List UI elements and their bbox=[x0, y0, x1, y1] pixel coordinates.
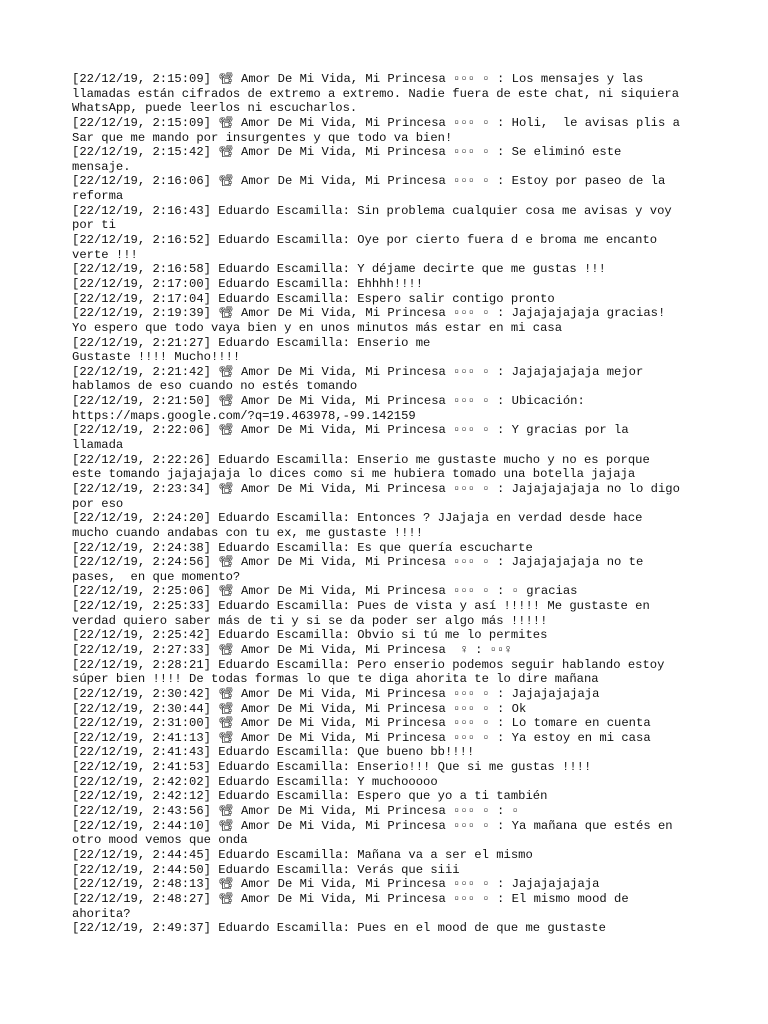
chat-line: [22/12/19, 2:49:37] Eduardo Escamilla: Pues en el mood de que me gustaste bbox=[72, 921, 606, 936]
chat-line: este tomando jajajajaja lo dices como si me hubiera tomado una botella jajaja bbox=[72, 467, 636, 482]
chat-line: pases, en que momento? bbox=[72, 569, 241, 584]
chat-line: [22/12/19, 2:16:43] Eduardo Escamilla: Sin problema cualquier cosa me avisas y voy bbox=[72, 203, 672, 218]
chat-line: [22/12/19, 2:25:33] Eduardo Escamilla: Pues de vista y así !!!!! Me gustaste en bbox=[72, 599, 650, 614]
chat-line: [22/12/19, 2:41:13] 📽 Amor De Mi Vida, Mi Princesa ▫▫▫ ▫ : Ya estoy en mi casa bbox=[72, 730, 651, 745]
chat-line: [22/12/19, 2:44:10] 📽 Amor De Mi Vida, Mi Princesa ▫▫▫ ▫ : Ya mañana que estés en bbox=[72, 818, 673, 833]
chat-line: https://maps.google.com/?q=19.463978,-99.142159 bbox=[72, 408, 416, 423]
chat-line: [22/12/19, 2:23:34] 📽 Amor De Mi Vida, Mi Princesa ▫▫▫ ▫ : Jajajajajaja no lo digo bbox=[72, 481, 680, 496]
chat-line: verdad quiero saber más de ti y si se da poder ser algo más !!!!! bbox=[72, 613, 548, 628]
chat-line: [22/12/19, 2:16:58] Eduardo Escamilla: Y déjame decirte que me gustas !!! bbox=[72, 262, 606, 277]
chat-line: [22/12/19, 2:21:50] 📽 Amor De Mi Vida, Mi Princesa ▫▫▫ ▫ : Ubicación: bbox=[72, 394, 585, 409]
chat-line: [22/12/19, 2:41:43] Eduardo Escamilla: Que bueno bb!!!! bbox=[72, 745, 475, 760]
chat-line: [22/12/19, 2:43:56] 📽 Amor De Mi Vida, Mi Princesa ▫▫▫ ▫ : ▫ bbox=[72, 804, 519, 819]
chat-line: [22/12/19, 2:21:27] Eduardo Escamilla: Enserio me bbox=[72, 335, 431, 350]
chat-line: [22/12/19, 2:15:09] 📽 Amor De Mi Vida, Mi Princesa ▫▫▫ ▫ : Los mensajes y las bbox=[72, 72, 644, 86]
chat-line: [22/12/19, 2:15:42] 📽 Amor De Mi Vida, Mi Princesa ▫▫▫ ▫ : Se eliminó este bbox=[72, 145, 622, 160]
chat-line: mucho cuando andabas con tu ex, me gustaste !!!! bbox=[72, 525, 424, 540]
chat-line: [22/12/19, 2:24:20] Eduardo Escamilla: Entonces ? JJajaja en verdad desde hace bbox=[72, 511, 643, 526]
chat-line: hablamos de eso cuando no estés tomando bbox=[72, 379, 358, 394]
chat-line: [22/12/19, 2:22:26] Eduardo Escamilla: Enserio me gustaste mucho y no es porque bbox=[72, 452, 650, 467]
chat-line: [22/12/19, 2:15:09] 📽 Amor De Mi Vida, Mi Princesa ▫▫▫ ▫ : Holi, le avisas plis a bbox=[72, 115, 680, 130]
chat-line: [22/12/19, 2:17:04] Eduardo Escamilla: Espero salir contigo pronto bbox=[72, 291, 555, 306]
chat-line: por eso bbox=[72, 496, 124, 511]
chat-line: ahorita? bbox=[72, 906, 131, 921]
chat-export-text bbox=[72, 72, 712, 936]
chat-line: [22/12/19, 2:19:39] 📽 Amor De Mi Vida, Mi Princesa ▫▫▫ ▫ : Jajajajajaja gracias! bbox=[72, 306, 666, 321]
chat-line: [22/12/19, 2:30:42] 📽 Amor De Mi Vida, Mi Princesa ▫▫▫ ▫ : Jajajajajaja bbox=[72, 686, 600, 701]
chat-line: [22/12/19, 2:41:53] Eduardo Escamilla: Enserio!!! Que si me gustas !!!! bbox=[72, 760, 592, 775]
chat-line: [22/12/19, 2:16:06] 📽 Amor De Mi Vida, Mi Princesa ▫▫▫ ▫ : Estoy por paseo de la bbox=[72, 174, 666, 189]
chat-line: Gustaste !!!! Mucho!!!! bbox=[72, 350, 241, 365]
chat-line: [22/12/19, 2:48:27] 📽 Amor De Mi Vida, Mi Princesa ▫▫▫ ▫ : El mismo mood de bbox=[72, 891, 629, 906]
chat-line: [22/12/19, 2:27:33] 📽 Amor De Mi Vida, Mi Princesa ♀ : ▫▫♀ bbox=[72, 642, 512, 657]
chat-line: verte !!! bbox=[72, 247, 138, 262]
chat-line: [22/12/19, 2:30:44] 📽 Amor De Mi Vida, Mi Princesa ▫▫▫ ▫ : Ok bbox=[72, 701, 527, 716]
chat-line: [22/12/19, 2:28:21] Eduardo Escamilla: Pero enserio podemos seguir hablando estoy bbox=[72, 657, 665, 672]
chat-line: [22/12/19, 2:42:02] Eduardo Escamilla: Y muchooooo bbox=[72, 774, 438, 789]
chat-line: por ti bbox=[72, 218, 116, 233]
chat-line: reforma bbox=[72, 189, 124, 204]
chat-line: [22/12/19, 2:21:42] 📽 Amor De Mi Vida, Mi Princesa ▫▫▫ ▫ : Jajajajajaja mejor bbox=[72, 364, 644, 379]
chat-line: llamadas están cifrados de extremo a extremo. Nadie fuera de este chat, ni siquiera bbox=[72, 86, 680, 101]
chat-line: otro mood vemos que onda bbox=[72, 833, 248, 848]
chat-line: [22/12/19, 2:22:06] 📽 Amor De Mi Vida, Mi Princesa ▫▫▫ ▫ : Y gracias por la bbox=[72, 423, 629, 438]
chat-line: [22/12/19, 2:31:00] 📽 Amor De Mi Vida, Mi Princesa ▫▫▫ ▫ : Lo tomare en cuenta bbox=[72, 716, 651, 731]
chat-line: [22/12/19, 2:25:42] Eduardo Escamilla: Obvio si tú me lo permites bbox=[72, 628, 548, 643]
chat-line: [22/12/19, 2:17:00] Eduardo Escamilla: Ehhhh!!!! bbox=[72, 276, 424, 291]
chat-line: [22/12/19, 2:16:52] Eduardo Escamilla: Oye por cierto fuera d e broma me encanto bbox=[72, 233, 658, 248]
chat-line: súper bien !!!! De todas formas lo que te diga ahorita te lo dire mañana bbox=[72, 672, 599, 687]
chat-line: llamada bbox=[72, 438, 124, 453]
chat-line: [22/12/19, 2:24:38] Eduardo Escamilla: Es que quería escucharte bbox=[72, 540, 533, 555]
chat-line: Yo espero que todo vaya bien y en unos minutos más estar en mi casa bbox=[72, 320, 563, 335]
chat-line: [22/12/19, 2:48:13] 📽 Amor De Mi Vida, Mi Princesa ▫▫▫ ▫ : Jajajajajaja bbox=[72, 877, 600, 892]
chat-line: [22/12/19, 2:42:12] Eduardo Escamilla: Espero que yo a ti también bbox=[72, 789, 548, 804]
chat-line: [22/12/19, 2:44:45] Eduardo Escamilla: Mañana va a ser el mismo bbox=[72, 847, 533, 862]
chat-line: [22/12/19, 2:44:50] Eduardo Escamilla: Verás que siii bbox=[72, 862, 460, 877]
chat-line: WhatsApp, puede leerlos ni escucharlos. bbox=[72, 101, 358, 116]
chat-line: [22/12/19, 2:25:06] 📽 Amor De Mi Vida, Mi Princesa ▫▫▫ ▫ : ▫ gracias bbox=[72, 584, 578, 599]
chat-line: Sar que me mando por insurgentes y que todo va bien! bbox=[72, 130, 453, 145]
chat-line: [22/12/19, 2:24:56] 📽 Amor De Mi Vida, Mi Princesa ▫▫▫ ▫ : Jajajajajaja no te bbox=[72, 555, 644, 570]
chat-line: mensaje. bbox=[72, 159, 131, 174]
